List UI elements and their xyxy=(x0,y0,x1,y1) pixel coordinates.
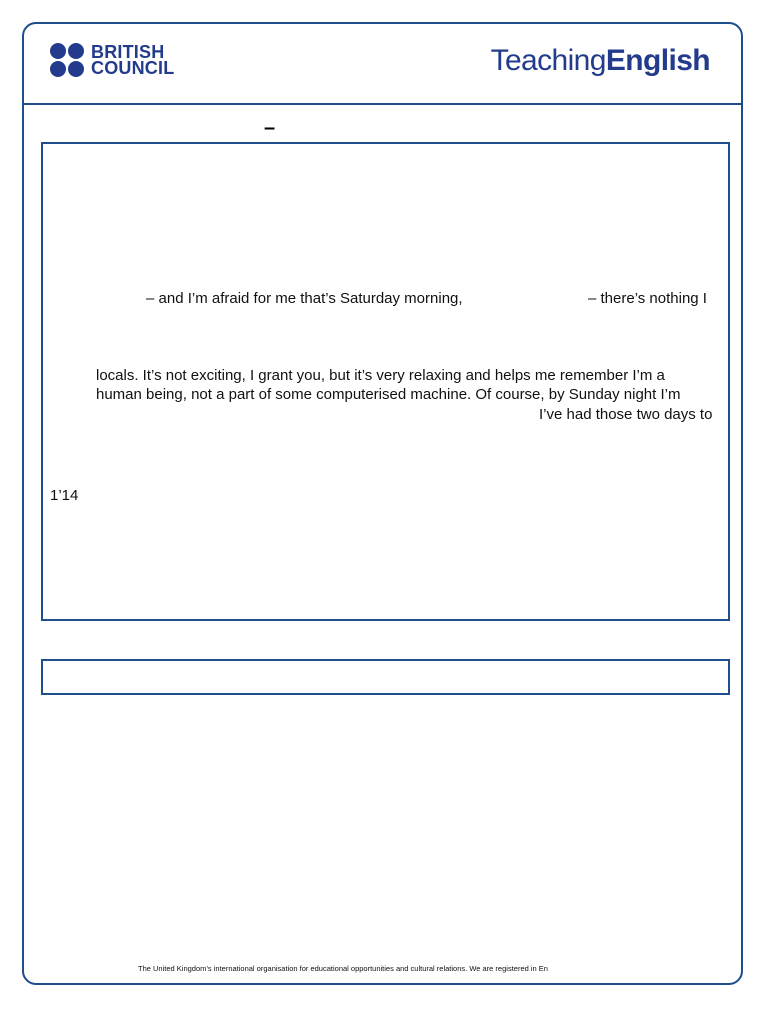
answer-box[interactable] xyxy=(41,659,730,695)
title-dash: – xyxy=(264,117,276,139)
text-line-3: human being, not a part of some computerised machine. Of course, by Sunday night I’m xyxy=(96,386,681,403)
footer-text: The United Kingdom’s international organisation for educational opportunities and cultural relations. We are registered in En xyxy=(138,964,548,973)
teaching-english-light: Teaching xyxy=(490,44,606,77)
british-council-dots-icon xyxy=(50,43,84,77)
teaching-english-logo xyxy=(491,44,710,78)
timestamp: 1’14 xyxy=(50,487,79,504)
british-council-wordmark xyxy=(91,44,174,76)
text-line-1-part-2: – there’s nothing I xyxy=(588,290,707,307)
text-line-2: locals. It’s not exciting, I grant you, but it’s very relaxing and helps me remember I’m a xyxy=(96,367,665,384)
text-line-1-part-1: – and I’m afraid for me that’s Saturday morning, xyxy=(146,290,463,307)
british-council-logo xyxy=(50,43,174,77)
header-divider xyxy=(24,103,741,105)
teaching-english-bold: English xyxy=(605,44,710,77)
british-council-line1: BRITISH xyxy=(91,42,165,62)
british-council-line2: COUNCIL xyxy=(91,58,175,78)
text-line-4: I’ve had those two days to xyxy=(539,406,713,423)
